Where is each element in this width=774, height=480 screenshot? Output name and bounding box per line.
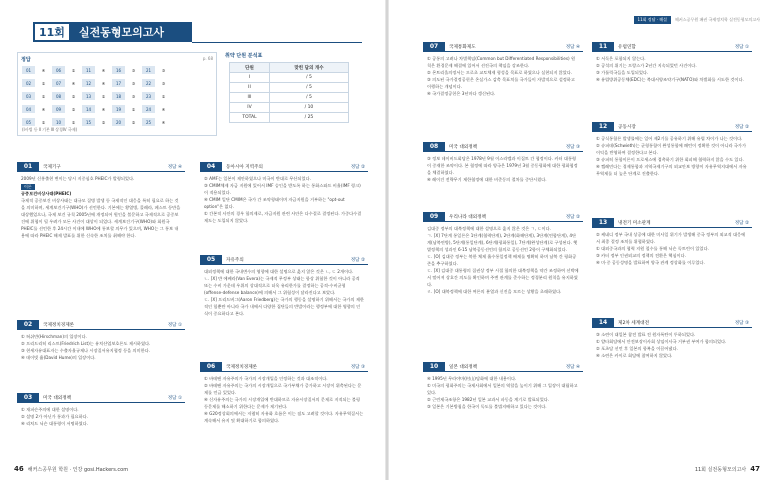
question-03 bbox=[17, 393, 185, 430]
question-number: 03 bbox=[17, 393, 39, 403]
question-number: 13 bbox=[592, 218, 614, 228]
explanation-line: 대외정책에 대한 국내변수의 영향에 대한 설명으로 옳지 않은 것은 ㄴ, ㄷ 2개이다. bbox=[204, 269, 354, 274]
question-number: 07 bbox=[423, 42, 445, 52]
answer-choice: ① bbox=[37, 79, 50, 87]
explanation-line: ㄷ. [O] 김대중 정부는 북한 체제 흡수통일정책 배제를 명확히 하며 남북 간 평화공존을 추구하였다. bbox=[427, 254, 577, 266]
answer-choice: ③ bbox=[157, 79, 170, 87]
answer-choice: ④ bbox=[97, 66, 110, 74]
explanation-line: ① 공통의 고려나 차별책임(Common but Differentiated Responsibilities) 원칙은 환경문제 해결에 있어서 선진국의 책임을 강조한다. bbox=[427, 56, 576, 68]
result-table-label: 취약 단원 분석표 bbox=[225, 53, 263, 59]
result-unit: IV bbox=[230, 103, 270, 113]
answer-question-number: 07 bbox=[52, 79, 65, 87]
result-row bbox=[230, 83, 349, 93]
question-number: 11 bbox=[592, 42, 614, 52]
answer-choice: ② bbox=[67, 105, 80, 113]
question-topic: 공동시장 bbox=[618, 124, 636, 130]
answer-choice: ④ bbox=[97, 105, 110, 113]
answer-choice: ④ bbox=[97, 79, 110, 87]
answer-choice: ① bbox=[37, 118, 50, 126]
result-count: / 25 bbox=[269, 113, 348, 123]
question-number: 01 bbox=[17, 162, 39, 172]
result-unit: II bbox=[230, 83, 270, 93]
answer-question-number: 25 bbox=[142, 118, 155, 126]
question-answer: 정답 ① bbox=[167, 395, 182, 401]
answer-choice: ① bbox=[67, 118, 80, 126]
explanation-line: ㄷ. [X] 프리드버그(Aaron Friedberg)는 국가의 행동을 설명하기 위해서는 국가의 제한적인 힘뿐만 아니라 국가 내에서 다양한 집단들의 반발이라는 행정부에 대한 영향의 인식이 중요하다고 본다. bbox=[204, 297, 364, 316]
question-answer: 정답 ③ bbox=[565, 144, 580, 150]
answer-question-number: 17 bbox=[112, 79, 125, 87]
question-number: 02 bbox=[17, 320, 39, 330]
result-table bbox=[225, 52, 355, 136]
explanation-line: ㄱ. [X] 7단계 통일론은 1단계(협력단계), 2단계(화해단계), 3단계(연합단계), 4단계(남북연방), 5단계(통일단계), 6단계(평화통일), 7단계(완성단계)로 구성된다. 햇볕정책의 성과인 6·15 남북공동선언의 합의로 공동선언 2항이 구체화되었다. bbox=[427, 233, 578, 252]
answer-row bbox=[22, 105, 170, 113]
answer-question-number: 13 bbox=[82, 92, 95, 100]
explanation-line: ① 재퍼슨주의에 대한 설명이다. bbox=[21, 407, 79, 412]
explanation-line: ② AMF는 일본이 제안하였으나 미국이 반대로 무산되었다. bbox=[204, 176, 311, 181]
explanation-line: ㄴ. [X] 반 에베라(Van Evera)는 국제적 무정부 상태는 항상 위험한 것이 아니라 공격 또는 수비 가운데 우위의 상대적으로 더욱 유리한가를 결정하는 공격-수비균형(offense-defense balance)에 의해서 그 위험성이 달라진다고 보았다. bbox=[204, 276, 360, 295]
question-number: 08 bbox=[423, 142, 445, 152]
explanation-line: ③ CMIM체제 자금 지원에 있어서 IMF 승인을 받도록 하는 통화스와프 비율(IMF 링크)이 적용되었다. bbox=[204, 183, 361, 195]
explanation-line: ② 근린제국조항은 1982년 일본 교과서 파동을 계기로 발표되었다. bbox=[427, 397, 550, 402]
theory-body: 국제적 공중보건 비상사태는 대규모 질병 발생 등 국제적인 대응을 특히 필요로 하는 것을 의미하며, 세계보건기구(WHO)가 선언한다. 기본에는 황열병, 콜레라, 페스트 등만을 대상했었으나, 국제 보건 규칙 2005년에 개정되어 원인을 불문하고 국제적으로 공중보건에 위협이 될 우려가 모든 사건이 대상이 되었다. 세계보건기구(WHO)와 회원국 PHEIC를 선언한 후 24시간 이내에 WHO에 통보할 의무가 있으며, WHO는 그 통보 내용에 따라 PHEIC 해제 발표를 위한 신속한 조치를 취해야 한다. bbox=[21, 198, 181, 238]
answer-question-number: 12 bbox=[82, 79, 95, 87]
theory-tag: 이론 bbox=[21, 184, 35, 190]
answer-choice: ④ bbox=[37, 105, 50, 113]
answer-choice: ④ bbox=[37, 66, 50, 74]
question-topic: 국제기구 bbox=[43, 164, 61, 170]
explanation-line: ② 설명 2가 아닌가 통과가 필요하다. bbox=[21, 414, 88, 419]
explanation-line: ④ 데이빗 흄(David Hume)의 입장이다. bbox=[21, 355, 96, 360]
right-page bbox=[387, 0, 774, 480]
question-06 bbox=[200, 362, 368, 427]
explanation-line: 2009년 신흥출현 변이는 당시 지중심호 PHEIC가 발령되었다. bbox=[21, 176, 135, 181]
answer-row bbox=[22, 92, 170, 100]
answer-row bbox=[22, 66, 170, 74]
question-number: 06 bbox=[200, 362, 222, 372]
answer-choice: ① bbox=[97, 92, 110, 100]
question-14 bbox=[592, 318, 752, 362]
explanation-line: ② 케네디 정부 국내 상공에 대한 미사일 위기가 발생해 중국 정부의 외교적 대응에서 최종 결정 조치를 위협하였다. bbox=[596, 232, 746, 244]
explanation-line: ④ G20정상회의에서는 저렴히 자유화 흐름은 이는 점도 고려할 것이다. 자유무역질서는 계속해서 유지 및 확대하기로 합의하였다. bbox=[204, 411, 364, 423]
explanation-line: ① 미국의 평화주의는 국제사회에서 일본의 역할을 높이기 위해 그 입장이 대립하고 있다. bbox=[427, 383, 578, 395]
answer-choice: ③ bbox=[127, 92, 140, 100]
question-02 bbox=[17, 320, 185, 364]
result-header-count: 맞힌 답의 개수 bbox=[269, 63, 348, 73]
left-footer bbox=[14, 465, 128, 473]
explanation-line: ③ 가톨릭국들을 도입되었다. bbox=[596, 70, 649, 75]
question-13 bbox=[592, 218, 752, 269]
answer-question-number: 03 bbox=[22, 92, 35, 100]
answer-choice: ④ bbox=[67, 79, 80, 87]
explanation-line: ① 허쉬만(Hirschman)의 입장이다. bbox=[21, 334, 87, 339]
question-topic: 냉전기 미소관계 bbox=[618, 220, 651, 226]
answer-choice: ② bbox=[67, 92, 80, 100]
question-topic: 동아시아 지역주의 bbox=[226, 164, 263, 170]
theory-heading: 공중보건비상사태(PHEIC) bbox=[21, 191, 72, 196]
page-number: 46 bbox=[14, 465, 24, 473]
explanation-line: ③ 정보 데이비드회담은 1978년 9월 이스라엘과 이집트 간 협정이다. 카터 대통령이 중재한 조약이다. 본 협정에 따라 양국은 1979년 3월 중동평화에 대한 평화협정을 체결하였다. bbox=[427, 156, 578, 175]
question-topic: 제2차 세계대전 bbox=[618, 320, 650, 326]
explanation-line: ① 서독은 포함되지 않는다. bbox=[596, 56, 646, 61]
result-header-unit: 단원 bbox=[230, 63, 270, 73]
exam-title-label: 실전동형모의고사 bbox=[78, 26, 164, 39]
explanation-line: ③ 일본은 기본방침을 한국이 독도를 불법지배하고 있다는 것이다. bbox=[427, 404, 547, 409]
result-row bbox=[230, 103, 349, 113]
result-count: / 5 bbox=[269, 83, 348, 93]
explanation-line: ④ CMIM 일단 CMIM은 국가 간 조약형태이며 자금지원을 거부하는 "opt-out option"은 없다. bbox=[204, 197, 345, 209]
result-unit: I bbox=[230, 73, 270, 83]
answer-question-number: 05 bbox=[22, 118, 35, 126]
answer-choice: ① bbox=[37, 92, 50, 100]
explanation-line: ④ 리처드 닉슨 대통령이 서명하였다. bbox=[21, 421, 89, 426]
question-topic: 국제통화제도 bbox=[449, 44, 476, 50]
result-row bbox=[230, 73, 349, 83]
explanation-line: ④ 켈레민다는 경제통합과 지역국제기구의 외교안보 방향이 자유무역지대에서 자유무역제를 더 높은 단계로 진출한다. bbox=[596, 164, 747, 176]
result-table-grid bbox=[229, 62, 349, 123]
footer-text: 해커스공무원 학원 · 인강 gosi.Hackers.com bbox=[27, 467, 129, 473]
explanation-line: ① 바테팬 자유주의가 국가의 시장개입을 인정하는 것과 대조적이다. bbox=[204, 376, 328, 381]
question-answer: 정답 ② bbox=[565, 214, 580, 220]
explanation-line: ① 간본적 사안의 경우 합의제로, 자금지원 관련 사안은 다수결로 결정된다. 가중다수결제도는 도입되지 않았다. bbox=[204, 211, 362, 223]
answer-question-number: 01 bbox=[22, 66, 35, 74]
explanation-line: ④ 레이건 전략무기 제한협정에 대한 비준동의 절차를 중단시켰다. bbox=[427, 177, 547, 182]
right-footer bbox=[695, 465, 760, 473]
answer-row bbox=[22, 118, 170, 126]
explanation-line: ① 공식통합론 발생률에는 일어 제2기를 공유하기 위해 유럽 차이가 나는 것이다. bbox=[596, 136, 743, 141]
result-count: / 5 bbox=[269, 73, 348, 83]
answer-question-number: 23 bbox=[142, 92, 155, 100]
answer-grid bbox=[17, 52, 217, 136]
answer-question-number: 10 bbox=[52, 118, 65, 126]
explanation-line: ④ 국가결정공헌은 3년마다 갱신된다. bbox=[427, 91, 496, 96]
title-rule bbox=[192, 42, 362, 43]
question-number: 14 bbox=[592, 318, 614, 328]
answer-choice: ① bbox=[127, 105, 140, 113]
explanation-line: ② 프리드리히 리스트(Friedrich List)는 유치산업보호론도 제시하였다. bbox=[21, 341, 151, 346]
answer-question-number: 24 bbox=[142, 105, 155, 113]
explanation-line: ③ 현세자유대표자는 수출자율규제나 시장질서유지협정 등을 의미한다. bbox=[21, 348, 151, 353]
question-topic: 미국 대외정책 bbox=[43, 395, 72, 401]
question-topic: 우리나라 대외정책 bbox=[449, 214, 486, 220]
answer-question-number: 06 bbox=[52, 66, 65, 74]
book-spine bbox=[385, 0, 389, 480]
explanation-line: ④ 1995년 무라야마(村山)담화에 대한 내용이다. bbox=[427, 376, 517, 381]
answer-question-number: 16 bbox=[112, 66, 125, 74]
page-number: 47 bbox=[750, 465, 760, 473]
answer-choice: ① bbox=[67, 66, 80, 74]
answer-choice: ③ bbox=[157, 66, 170, 74]
question-answer: 정답 ② bbox=[350, 257, 365, 263]
explanation-line: ㄹ. [O] 대북정책에 대한 여론의 분열과 신진을 모르는 상황을 초래하였다. bbox=[427, 289, 562, 294]
answer-choice: ③ bbox=[127, 66, 140, 74]
explanation-line: ③ 의도된 국가결정공헌은 온실가스 감축 목표치를 국가들이 자발적으로 설정하고 이행하는 개념이다. bbox=[427, 77, 575, 89]
answer-grid-page: p. 68 bbox=[202, 56, 213, 61]
answer-grid-note: (Ⅰ사법 등 Ⅱ 기본 Ⅲ 상경Ⅳ 국제) bbox=[22, 127, 78, 132]
explanation-line: ① 대외중국과의 협력 지원 철수를 통해 닉슨 독트린이 있었다. bbox=[596, 246, 709, 251]
exam-title bbox=[34, 22, 192, 42]
explanation-line: 김대중 정부의 대북정책에 대한 설명으로 옳지 않은 것은 ㄱ, ㄷ이다. bbox=[427, 226, 551, 231]
result-unit: III bbox=[230, 93, 270, 103]
explanation-line: ④ 유럽방위공동체(EDC)는 북대서양조약기구(NATO)와 차별화를 시도한 것이다. bbox=[596, 77, 744, 82]
question-number: 12 bbox=[592, 122, 614, 132]
question-answer: 정답 ④ bbox=[565, 44, 580, 50]
question-answer: 정답 ② bbox=[734, 220, 749, 226]
explanation-line: ③ 카터 정부 인권외교의 정책의 전환은 핵심이다. bbox=[596, 253, 686, 258]
answer-question-number: 04 bbox=[22, 105, 35, 113]
question-12 bbox=[592, 122, 752, 180]
question-number: 05 bbox=[200, 255, 222, 265]
answer-question-number: 09 bbox=[52, 105, 65, 113]
question-answer: 정답 ④ bbox=[565, 364, 580, 370]
result-row bbox=[230, 93, 349, 103]
running-header bbox=[634, 16, 760, 24]
question-number: 04 bbox=[200, 162, 222, 172]
answer-question-number: 08 bbox=[52, 92, 65, 100]
result-count: / 5 bbox=[269, 93, 348, 103]
question-topic: 미국 대외정책 bbox=[449, 144, 478, 150]
question-answer: 정답 ① bbox=[167, 322, 182, 328]
question-topic: 국제정치경제론 bbox=[226, 364, 258, 370]
question-04 bbox=[200, 162, 368, 227]
explanation-line: ④ 소련은 카이로 회담에 참여하지 않았다. bbox=[596, 353, 673, 358]
question-answer: 정답 ③ bbox=[734, 320, 749, 326]
answer-choice: ② bbox=[127, 118, 140, 126]
question-11 bbox=[592, 42, 752, 86]
explanation-line: ④ 미·중 공동성명을 발표하여 양국 관계 정상화를 이루었다. bbox=[596, 260, 705, 265]
question-07 bbox=[423, 42, 583, 100]
answer-question-number: 18 bbox=[112, 92, 125, 100]
question-topic: 국제정치경제론 bbox=[43, 322, 75, 328]
answer-question-number: 14 bbox=[82, 105, 95, 113]
question-10 bbox=[423, 362, 583, 413]
result-count: / 10 bbox=[269, 103, 348, 113]
header-text: 해커스공무원 패권 국제정치학 실전동형모의고사 bbox=[675, 17, 760, 22]
answer-question-number: 21 bbox=[142, 66, 155, 74]
question-number: 10 bbox=[423, 362, 445, 372]
explanation-line: ② 공석의 위기는 프랑스가 2년간 지속되었던 사건이다. bbox=[596, 63, 697, 68]
header-tag: 11회 정답 · 해설 bbox=[634, 16, 672, 24]
answer-question-number: 22 bbox=[142, 79, 155, 87]
question-number: 09 bbox=[423, 212, 445, 222]
explanation-line: ③ 소련이 대일본 참전 발표 전 원자폭탄이 투하되었다. bbox=[596, 332, 696, 337]
answer-choice: ② bbox=[97, 118, 110, 126]
explanation-line: ④ 신자유주의는 국가의 시장개입에 반대하므로 자유시장질서의 문제로 지적되는 불평등문제를 해소하기 위한다는 문제가 제기된다. bbox=[204, 397, 360, 409]
answer-choice: ④ bbox=[157, 105, 170, 113]
question-answer: 정답 ④ bbox=[167, 164, 182, 170]
answer-grid-label: 정답 bbox=[21, 57, 31, 63]
exam-round: 11회 bbox=[33, 22, 71, 42]
answer-choice: ④ bbox=[157, 118, 170, 126]
question-answer: 정답 ② bbox=[734, 124, 749, 130]
question-05 bbox=[200, 255, 368, 320]
result-unit: TOTAL bbox=[230, 113, 270, 123]
question-answer: 정답 ③ bbox=[350, 364, 365, 370]
explanation-line: ② 바테팬 자유주의는 국가의 시장개입으로 국가부채가 증가하고 시장이 위축된다는 문제를 언급 있었다. bbox=[204, 383, 362, 395]
answer-question-number: 02 bbox=[22, 79, 35, 87]
answer-question-number: 11 bbox=[82, 66, 95, 74]
question-09 bbox=[423, 212, 583, 298]
explanation-line: ② 포츠담 선언 후 일본의 항복을 이끌어냈다. bbox=[596, 346, 678, 351]
answer-choice: ① bbox=[157, 92, 170, 100]
result-row bbox=[230, 113, 349, 123]
question-topic: 유럽연합 bbox=[618, 44, 636, 50]
question-answer: 정답 ① bbox=[734, 44, 749, 50]
explanation-line: ② 슈퍼데(Schwieth)는 균형통합이 완성통합에 패턴이 정확한 것이 아니라 국가가 이익을 반영하여 결정한다고 본다. bbox=[596, 143, 747, 155]
answer-question-number: 15 bbox=[82, 118, 95, 126]
answer-row bbox=[22, 79, 170, 87]
question-01 bbox=[17, 162, 185, 242]
answer-question-number: 20 bbox=[112, 118, 125, 126]
explanation-line: ㄷ. [X] 김대중 대통령의 집권상 정부 시절 합의한 대북정책을 약간 조정하여 선박에서 떨어져 상호간 의도를 확인하며 주변 관계를 준수하는 정경분리 원칙을 유지하였다. bbox=[427, 268, 579, 287]
explanation-line: ① 얄타회담에서 안전보장이사회 상임이사국 거부권 부여가 합의되었다. bbox=[596, 339, 727, 344]
answer-choice: ③ bbox=[127, 79, 140, 87]
explanation-line: ③ 슈퍼히 통합이론이 프로세스에 접촉하기 위한 회피해 협력하지 않을 수도 있다. bbox=[596, 157, 744, 162]
question-topic: 자유주의 bbox=[226, 257, 244, 263]
answer-question-number: 19 bbox=[112, 105, 125, 113]
explanation-line: ② 몬트리올의정서는 프로초 교토체제 형성을 목표로 하였으나 실현되지 않았다. bbox=[427, 70, 573, 75]
question-08 bbox=[423, 142, 583, 186]
footer-text: 11회 실전동형모의고사 bbox=[694, 467, 747, 473]
question-topic: 일본 대외정책 bbox=[449, 364, 478, 370]
question-answer: 정답 ② bbox=[350, 164, 365, 170]
